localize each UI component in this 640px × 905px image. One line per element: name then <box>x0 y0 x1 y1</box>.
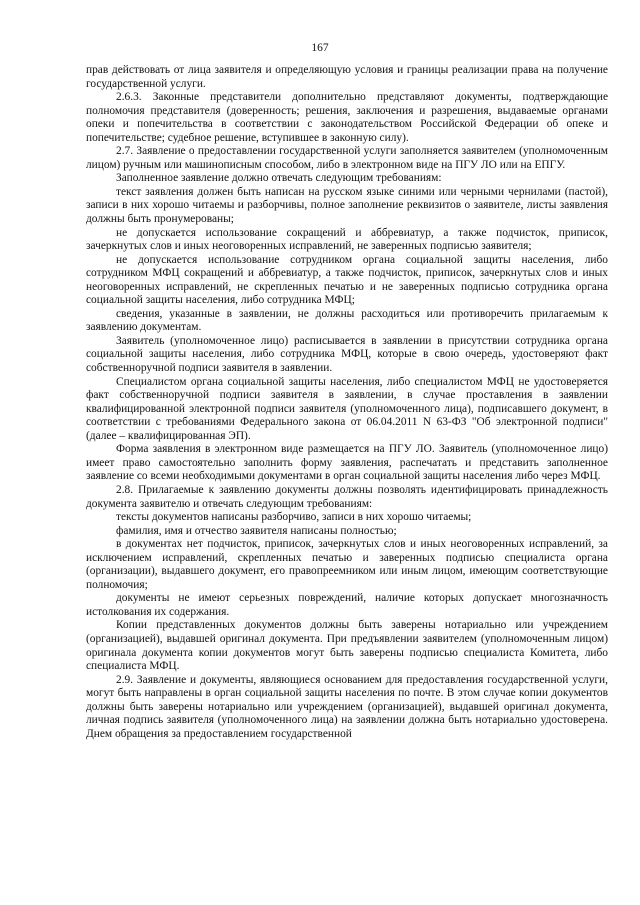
paragraph-copies: Копии представленных документов должны быть заверены нотариально или учреждением (организацией), выдавшей оригинал документа. При предъявлении заявителем (уполномоченным лицом) оригинала документа копии документов могут быть заверены подписью специалиста Комитета, либо специалиста МФЦ. <box>86 619 608 673</box>
paragraph-2-9: 2.9. Заявление и документы, являющиеся основанием для предоставления государственной услуги, могут быть направлены в орган социальной защиты населения по почте. В этом случае копии документов должны быть заверены нотариально или учреждением (организацией), выдавшей оригинал документа, личная подпись заявителя (уполномоченного лица) на заявлении должна быть нотариально удостоверена. Днем обращения за предоставлением государственной <box>86 673 608 740</box>
paragraph-doc-no-damage: документы не имеют серьезных повреждений, наличие которых допускает многозначность истолкования их содержания. <box>86 592 608 618</box>
paragraph-electronic-form: Форма заявления в электронном виде размещается на ПГУ ЛО. Заявитель (уполномоченное лицо) имеет право самостоятельно заполнить форму заявления, распечатать и представить заполненное заявление со всеми необходимыми документами в орган социальной защиты населения либо через МФЦ. <box>86 443 608 483</box>
paragraph-signature: Заявитель (уполномоченное лицо) расписывается в заявлении в присутствии сотрудника органа социальной защиты населения, либо сотрудника МФЦ, которые в свою очередь, удостоверяют факт собственноручной подписи заявителя в заявлении. <box>86 334 608 375</box>
paragraph-doc-no-corrections: в документах нет подчисток, приписок, зачеркнутых слов и иных неоговоренных исправлений, за исключением исправлений, скрепленных печатью и заверенных подписью специалиста органа (организации), выдавшего документ, его правопреемником или иным лицом, имеющим соответствующие полномочия; <box>86 538 608 591</box>
paragraph-requirement-text: текст заявления должен быть написан на русском языке синими или черными чернилами (пастой), записи в них хорошо читаемы и разборчивы, полное заполнение реквизитов о заявителе, листы заявления должны быть пронумерованы; <box>86 185 608 226</box>
paragraph-2-7: 2.7. Заявление о предоставлении государственной услуги заполняется заявителем (уполномоченным лицом) ручным или машинописным способом, либо в электронном виде на ПГУ ЛО или на ЕПГУ. <box>86 145 608 171</box>
paragraph-requirement-no-abbrev: не допускается использование сокращений и аббревиатур, а также подчисток, приписок, зачеркнутых слов и иных неоговоренных исправлений, не заверенных подписью заявителя; <box>86 226 608 253</box>
paragraph-requirement-consistency: сведения, указанные в заявлении, не должны расходиться или противоречить прилагаемым к заявлению документам. <box>86 307 608 334</box>
paragraph-requirements-intro: Заполненное заявление должно отвечать следующим требованиям: <box>116 172 442 185</box>
paragraph-requirement-staff: не допускается использование сотрудником органа социальной защиты населения, либо сотрудником МФЦ сокращений и аббревиатур, а также подчисток, приписок, зачеркнутых слов и иных неоговоренных исправлений, не скрепленных печатью и не заверенных подписью сотрудника органа социальной защиты населения, либо сотрудника МФЦ; <box>86 253 608 307</box>
paragraph-2-8: 2.8. Прилагаемые к заявлению документы должны позволять идентифицировать принадлежность документа заявителю и отвечать следующим требованиям: <box>86 483 608 510</box>
paragraph-electronic-signature: Специалистом органа социальной защиты населения, либо специалистом МФЦ не удостоверяется факт собственноручной подписи заявителя в заявлении, в случае проставления в заявлении квалифицированной электронной подписи заявителя (уполномоченного лица), подписавшего документ, в соответствии с требованиями Федерального закона от 06.04.2011 N 63-ФЗ "Об электронной подписи" (далее – квалифицированная ЭП). <box>86 375 608 442</box>
paragraph-2-6-3: 2.6.3. Законные представители дополнительно представляют документы, подтверждающие полномочия представителя (доверенность; решения, заключения и разрешения, выдаваемые органами опеки и попечительства в соответствии с законодательством Российской Федерации об опеке и попечительстве; судебное решение, вступившее в законную силу). <box>86 91 608 144</box>
paragraph-continuation: прав действовать от лица заявителя и определяющую условия и границы реализации права на получение государственной услуги. <box>86 64 608 90</box>
paragraph-doc-full-name: фамилия, имя и отчество заявителя написаны полностью; <box>116 524 397 537</box>
page-number: 167 <box>311 42 329 54</box>
document-body <box>86 64 608 741</box>
paragraph-doc-legible: тексты документов написаны разборчиво, записи в них хорошо читаемы; <box>116 511 472 524</box>
